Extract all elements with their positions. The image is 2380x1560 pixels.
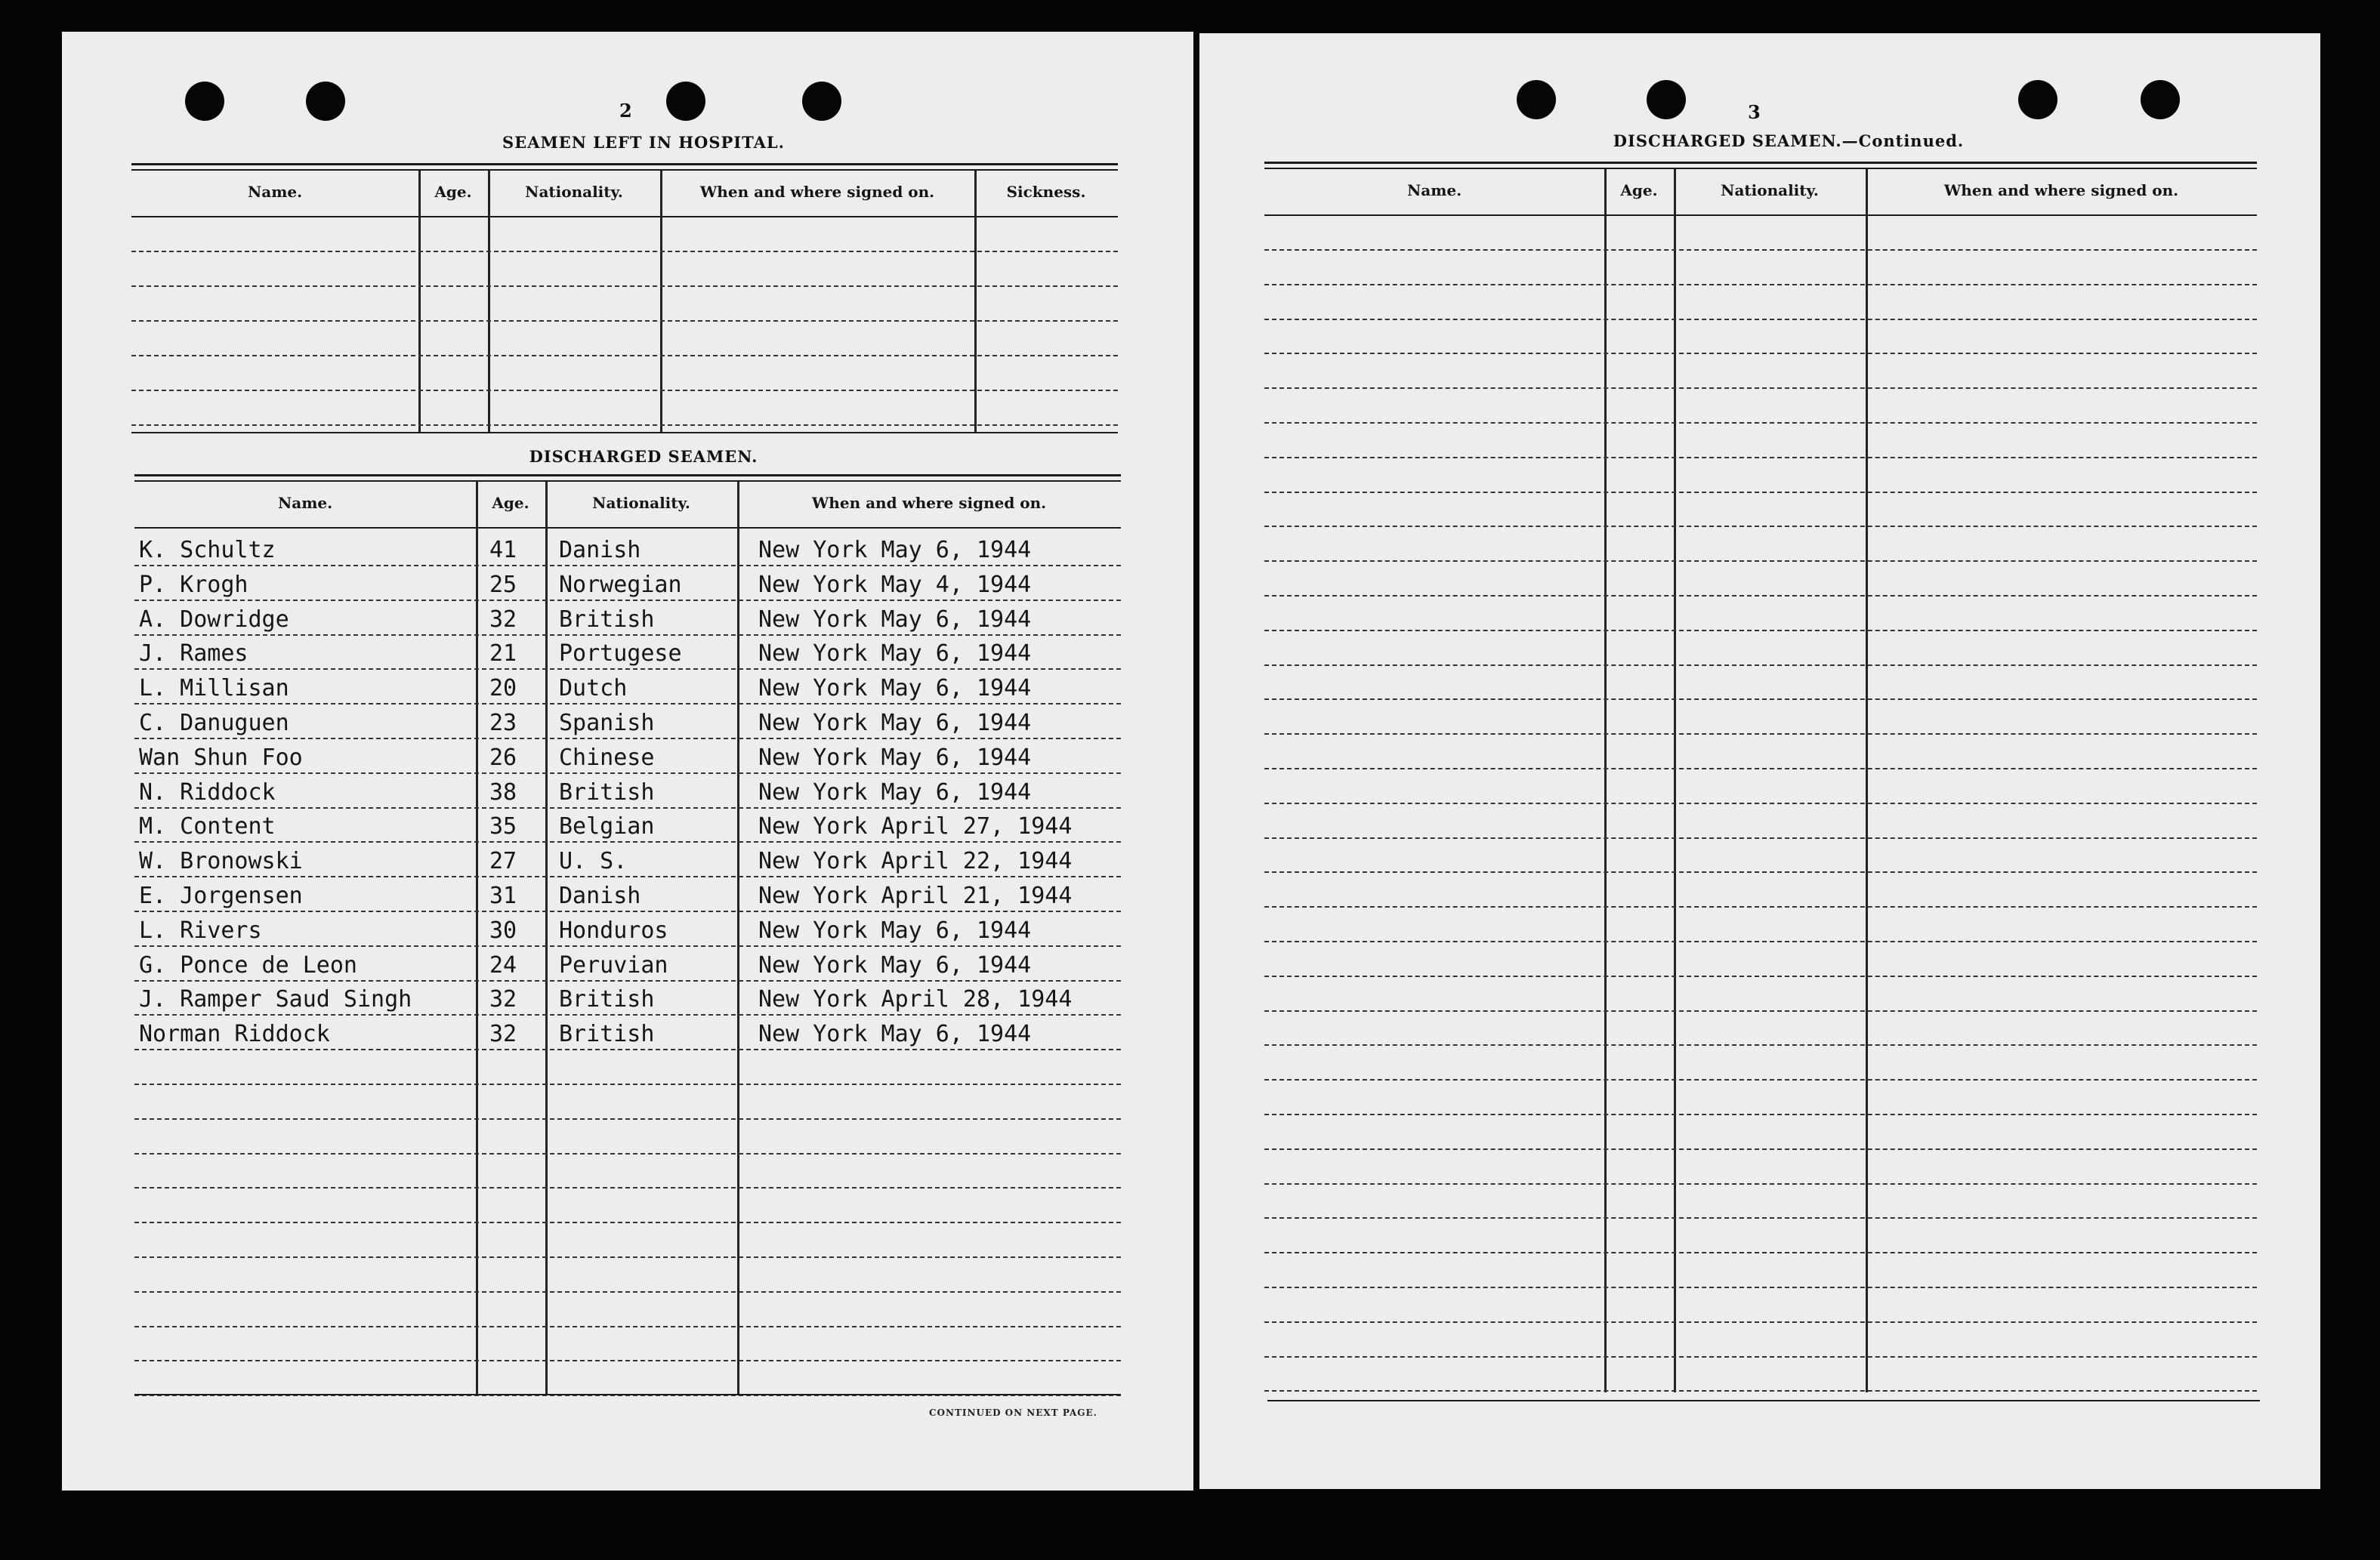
table-row xyxy=(62,885,1193,915)
seaman-age: 31 xyxy=(489,883,517,909)
seaman-name: L. Millisan xyxy=(139,675,289,702)
table-row xyxy=(62,744,1193,777)
row-rule xyxy=(1264,1356,2257,1358)
seaman-name: Norman Riddock xyxy=(139,1021,330,1048)
row-rule xyxy=(134,1256,1121,1258)
punch-hole xyxy=(1647,80,1686,119)
seaman-nationality: Danish xyxy=(559,883,641,909)
seaman-nationality: Peruvian xyxy=(559,951,668,979)
seaman-signed-on: New York May 6, 1944 xyxy=(758,744,1032,771)
seaman-nationality: Spanish xyxy=(559,710,655,736)
column-header: Name. xyxy=(277,494,333,512)
column-header: Age. xyxy=(492,494,529,512)
column-header: Nationality. xyxy=(592,494,690,512)
row-rule xyxy=(134,1084,1121,1085)
seaman-age: 24 xyxy=(489,951,517,979)
hospital-top-rule-2 xyxy=(131,169,1118,171)
row-rule xyxy=(131,251,1118,252)
row-rule xyxy=(134,1326,1121,1327)
seaman-age: 25 xyxy=(489,571,517,598)
row-rule xyxy=(134,1118,1121,1120)
row-rule xyxy=(1264,1010,2257,1012)
row-rule xyxy=(131,320,1118,322)
row-rule xyxy=(1264,1183,2257,1185)
seaman-name: K. Schultz xyxy=(139,537,276,563)
row-rule xyxy=(1264,664,2257,666)
row-rule xyxy=(1264,595,2257,597)
seaman-nationality: British xyxy=(559,606,655,633)
page-number: 2 xyxy=(619,100,632,122)
table-row xyxy=(62,606,1193,639)
seaman-nationality: Dutch xyxy=(559,675,628,702)
seaman-nationality: British xyxy=(559,986,655,1013)
seaman-name: E. Jorgensen xyxy=(139,883,303,909)
row-rule xyxy=(1264,526,2257,527)
seaman-signed-on: New York May 6, 1944 xyxy=(758,537,1032,563)
column-header: Age. xyxy=(1620,181,1658,199)
table-row xyxy=(62,539,1193,569)
seaman-nationality: Belgian xyxy=(559,813,655,840)
row-rule xyxy=(1264,1321,2257,1323)
seaman-name: A. Dowridge xyxy=(139,606,289,633)
seaman-signed-on: New York April 21, 1944 xyxy=(758,883,1073,909)
left-page xyxy=(62,32,1193,1491)
seaman-age: 41 xyxy=(489,537,517,563)
seaman-signed-on: New York April 27, 1944 xyxy=(758,813,1073,840)
row-rule xyxy=(1264,837,2257,839)
punch-hole xyxy=(1517,80,1556,119)
seaman-age: 32 xyxy=(489,1021,517,1048)
seaman-signed-on: New York May 6, 1944 xyxy=(758,675,1032,702)
seaman-age: 30 xyxy=(489,917,517,944)
seaman-age: 27 xyxy=(489,848,517,875)
row-rule xyxy=(1264,941,2257,942)
row-rule xyxy=(134,1291,1121,1293)
row-rule xyxy=(1264,803,2257,804)
row-rule xyxy=(1264,768,2257,769)
punch-hole xyxy=(802,82,841,121)
row-rule xyxy=(1264,906,2257,908)
column-divider xyxy=(660,171,662,432)
seaman-age: 20 xyxy=(489,675,517,702)
row-rule xyxy=(131,285,1118,287)
row-rule xyxy=(134,1360,1121,1361)
row-rule xyxy=(1264,457,2257,458)
row-rule xyxy=(1264,1114,2257,1115)
seaman-nationality: British xyxy=(559,1021,655,1048)
row-rule xyxy=(1264,1390,2257,1392)
seaman-nationality: Danish xyxy=(559,537,641,563)
column-header: Sickness. xyxy=(1006,183,1086,201)
seaman-name: J. Rames xyxy=(139,640,248,667)
seaman-age: 21 xyxy=(489,640,517,667)
seaman-name: G. Ponce de Leon xyxy=(139,951,357,979)
seaman-nationality: Honduros xyxy=(559,917,668,944)
seaman-signed-on: New York May 6, 1944 xyxy=(758,710,1032,736)
row-rule xyxy=(1264,871,2257,873)
row-rule xyxy=(1264,353,2257,354)
row-rule xyxy=(131,355,1118,356)
seaman-signed-on: New York May 6, 1944 xyxy=(758,1021,1032,1048)
seaman-signed-on: New York May 6, 1944 xyxy=(758,640,1032,667)
punch-hole xyxy=(2018,80,2057,119)
seaman-age: 35 xyxy=(489,813,517,840)
column-header: Name. xyxy=(247,183,303,201)
right-bottom-rule xyxy=(1267,1400,2260,1401)
row-rule xyxy=(1264,284,2257,285)
row-rule xyxy=(1264,492,2257,493)
table-row xyxy=(62,571,1193,604)
column-header: Age. xyxy=(434,183,472,201)
right-header-rule xyxy=(1264,214,2257,216)
seaman-name: C. Danuguen xyxy=(139,710,289,736)
column-divider xyxy=(488,171,490,432)
discharged-top-rule-2 xyxy=(134,480,1121,482)
discharged-top-rule xyxy=(134,474,1121,476)
page-number: 3 xyxy=(1748,101,1761,123)
right-page xyxy=(1199,33,2320,1489)
seaman-signed-on: New York May 6, 1944 xyxy=(758,606,1032,633)
table-row xyxy=(62,988,1193,1019)
seaman-signed-on: New York May 6, 1944 xyxy=(758,778,1032,806)
discharged-header-rule xyxy=(134,527,1121,529)
hospital-bottom-rule xyxy=(131,432,1118,433)
row-rule xyxy=(1264,387,2257,389)
hospital-section-title: SEAMEN LEFT IN HOSPITAL. xyxy=(502,133,785,152)
right-top-rule xyxy=(1264,162,2257,164)
table-row xyxy=(62,712,1193,742)
seaman-name: P. Krogh xyxy=(139,571,248,598)
row-rule xyxy=(131,390,1118,391)
row-rule xyxy=(1264,698,2257,700)
seaman-signed-on: New York April 22, 1944 xyxy=(758,848,1073,875)
seaman-name: W. Bronowski xyxy=(139,848,303,875)
table-row xyxy=(62,917,1193,950)
continued-note: CONTINUED ON NEXT PAGE. xyxy=(929,1407,1097,1418)
punch-hole xyxy=(306,82,345,121)
column-header: Nationality. xyxy=(1721,181,1819,199)
hospital-top-rule xyxy=(131,163,1118,165)
row-rule xyxy=(1264,1287,2257,1288)
table-row xyxy=(62,850,1193,880)
hospital-header-rule xyxy=(131,216,1118,217)
right-section-title: DISCHARGED SEAMEN.—Continued. xyxy=(1613,131,1965,150)
row-rule xyxy=(134,1153,1121,1155)
row-rule xyxy=(1264,630,2257,631)
row-rule xyxy=(1264,1044,2257,1046)
seaman-age: 23 xyxy=(489,710,517,736)
row-rule xyxy=(1264,1217,2257,1219)
row-rule xyxy=(1264,976,2257,977)
seaman-name: L. Rivers xyxy=(139,917,262,944)
column-divider xyxy=(418,171,421,432)
seaman-age: 32 xyxy=(489,606,517,633)
column-header: When and where signed on. xyxy=(1943,181,2179,199)
row-rule xyxy=(1264,249,2257,251)
row-rule xyxy=(1264,319,2257,320)
seaman-name: M. Content xyxy=(139,813,276,840)
seaman-nationality: Portugese xyxy=(559,640,682,667)
seaman-age: 38 xyxy=(489,778,517,806)
column-header: When and where signed on. xyxy=(699,183,935,201)
seaman-signed-on: New York April 28, 1944 xyxy=(758,986,1073,1013)
punch-hole xyxy=(666,82,705,121)
row-rule xyxy=(1264,422,2257,424)
row-rule xyxy=(131,424,1118,426)
seaman-nationality: British xyxy=(559,778,655,806)
row-rule xyxy=(1264,560,2257,562)
table-row xyxy=(62,640,1193,673)
row-rule xyxy=(1264,1079,2257,1081)
seaman-signed-on: New York May 4, 1944 xyxy=(758,571,1032,598)
right-top-rule-2 xyxy=(1264,168,2257,169)
table-row xyxy=(62,951,1193,985)
punch-hole xyxy=(2141,80,2180,119)
discharged-bottom-rule xyxy=(134,1394,1121,1395)
discharged-section-title: DISCHARGED SEAMEN. xyxy=(529,447,758,466)
seaman-age: 26 xyxy=(489,744,517,771)
table-row xyxy=(62,677,1193,708)
row-rule xyxy=(1264,1252,2257,1253)
row-rule xyxy=(1264,733,2257,735)
seaman-signed-on: New York May 6, 1944 xyxy=(758,917,1032,944)
seaman-name: J. Ramper Saud Singh xyxy=(139,986,412,1013)
row-rule xyxy=(1264,1148,2257,1150)
seaman-name: Wan Shun Foo xyxy=(139,744,303,771)
seaman-signed-on: New York May 6, 1944 xyxy=(758,951,1032,979)
seaman-name: N. Riddock xyxy=(139,778,276,806)
table-row xyxy=(62,778,1193,812)
punch-hole xyxy=(185,82,224,121)
seaman-nationality: U. S. xyxy=(559,848,628,875)
column-header: When and where signed on. xyxy=(811,494,1047,512)
table-row xyxy=(62,815,1193,846)
column-header: Name. xyxy=(1406,181,1462,199)
column-header: Nationality. xyxy=(525,183,623,201)
table-row xyxy=(62,1023,1193,1053)
seaman-nationality: Norwegian xyxy=(559,571,682,598)
row-rule xyxy=(134,1222,1121,1223)
seaman-nationality: Chinese xyxy=(559,744,655,771)
seaman-age: 32 xyxy=(489,986,517,1013)
column-divider xyxy=(974,171,977,432)
row-rule xyxy=(134,1187,1121,1188)
